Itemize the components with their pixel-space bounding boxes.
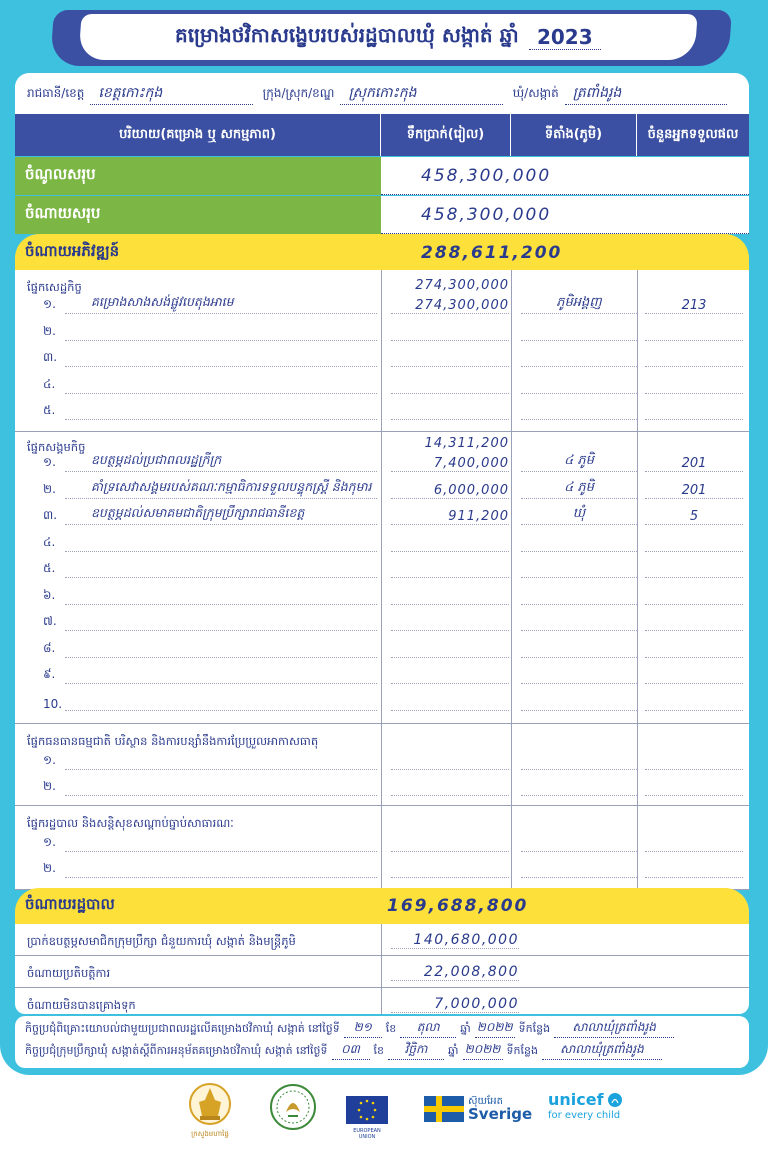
- expense-total-label: ចំណាយសរុប: [15, 196, 381, 234]
- admin-expense-row: [15, 956, 749, 988]
- row-number: ១.: [43, 753, 56, 767]
- row-location: [521, 769, 637, 770]
- row-amount: [391, 551, 509, 552]
- row-amount: [391, 710, 509, 711]
- admin-total-row: [15, 888, 749, 924]
- environment-section: [15, 724, 749, 806]
- development-total-label: ចំណាយអភិវឌ្ឍន៍: [25, 242, 120, 260]
- row-amount: 911,200: [391, 509, 509, 525]
- expense-total-row: [15, 196, 749, 234]
- row-number: ២.: [43, 779, 56, 793]
- row-location: ៤ ភូមិ: [521, 452, 637, 472]
- row-beneficiaries: [645, 604, 743, 605]
- table-row: [15, 398, 749, 424]
- row-number: ៦.: [43, 587, 56, 602]
- row-amount: [391, 795, 509, 796]
- row-location: [521, 577, 637, 578]
- row-location: [521, 419, 637, 420]
- district-label: ក្រុង/ស្រុក/ខណ្ឌ: [262, 86, 335, 100]
- row-amount: [391, 393, 509, 394]
- row-location: [521, 340, 637, 341]
- row-description: ឧបត្ថម្ភដល់ប្រជាពលរដ្ឋក្រីក្រ: [65, 452, 377, 472]
- row-description: [65, 551, 377, 552]
- admin-expense-row: [15, 988, 749, 1014]
- meeting-day: ២១: [344, 1019, 382, 1038]
- row-description: [65, 340, 377, 341]
- row-beneficiaries: [645, 340, 743, 341]
- row-beneficiaries: [645, 877, 743, 878]
- row-amount: [391, 683, 509, 684]
- sweden-flag-icon: [424, 1096, 464, 1122]
- row-description: [65, 577, 377, 578]
- row-beneficiaries: [645, 393, 743, 394]
- meeting-year-label: ឆ្នាំ: [448, 1044, 459, 1057]
- province-value: ខេត្តកោះកុង: [90, 83, 252, 105]
- row-number: 10.: [43, 696, 63, 711]
- row-location: [521, 795, 637, 796]
- row-number: ៨.: [43, 640, 56, 655]
- row-amount: 6,000,000: [391, 483, 509, 499]
- meeting-text: កិច្ចប្រជុំក្រុមប្រឹក្សាឃុំ សង្កាត់ស្តីពីការអនុម័តគម្រោងថវិកាឃុំ សង្កាត់ នៅថ្ងៃទី: [25, 1044, 328, 1057]
- row-location: [521, 551, 637, 552]
- row-amount: [391, 340, 509, 341]
- row-beneficiaries: [645, 577, 743, 578]
- row-number: ១.: [43, 297, 56, 311]
- row-number: ១.: [43, 455, 56, 469]
- row-number: ៧.: [43, 614, 57, 628]
- table-row: [15, 503, 749, 529]
- table-header: [15, 114, 749, 156]
- row-amount: [391, 630, 509, 631]
- row-location: [521, 604, 637, 605]
- ncdd-emblem-icon: [268, 1082, 318, 1132]
- table-row: [15, 689, 749, 715]
- province-label: រាជធានី/ខេត្ត: [27, 86, 85, 100]
- row-number: ៤.: [43, 376, 56, 391]
- meeting-month-label: ខែ: [373, 1044, 385, 1057]
- row-description: [65, 877, 377, 878]
- row-beneficiaries: 201: [645, 456, 743, 472]
- row-location: [521, 393, 637, 394]
- row-beneficiaries: 201: [645, 483, 743, 499]
- ministry-emblem-icon: [185, 1082, 235, 1126]
- admin-expense-label: ប្រាក់ឧបត្ថម្ភសមាជិកក្រុមប្រឹក្សា ជំនួយការឃុំ សង្កាត់ និងមន្ត្រីភូមិ: [27, 934, 296, 948]
- header-description: បរិយាយ(គម្រោង ឬ សកម្មភាព): [15, 114, 381, 156]
- economic-section: [15, 270, 749, 432]
- meeting-year: ២០២២: [463, 1041, 503, 1060]
- admin-expense-value: 140,680,000: [391, 932, 519, 949]
- expense-total-value: 458,300,000: [381, 196, 749, 234]
- row-beneficiaries: [645, 551, 743, 552]
- social-section: [15, 432, 749, 724]
- row-beneficiaries: [645, 795, 743, 796]
- meeting-row: [25, 1018, 745, 1038]
- table-row: [15, 748, 749, 774]
- unicef-logo: [548, 1092, 623, 1121]
- row-amount: [391, 419, 509, 420]
- table-row: [15, 345, 749, 371]
- row-number: ១.: [43, 835, 56, 849]
- meeting-place: សាលាឃុំត្រពាំងរូង: [554, 1019, 674, 1038]
- economic-total: 274,300,000: [415, 278, 509, 293]
- row-amount: [391, 366, 509, 367]
- row-description: [65, 851, 377, 852]
- meeting-month: វិច្ឆិកា: [388, 1041, 444, 1060]
- meeting-month: តុលា: [400, 1019, 456, 1038]
- admin-expense-label: ចំណាយមិនបានគ្រោងទុក: [27, 998, 136, 1012]
- social-title: ផ្នែកសង្គមកិច្ច: [27, 440, 86, 454]
- table-row: [15, 530, 749, 556]
- admin-expense-value: 7,000,000: [391, 996, 519, 1013]
- development-total-value: 288,611,200: [421, 243, 563, 263]
- row-beneficiaries: 213: [645, 298, 743, 314]
- social-total: 14,311,200: [424, 436, 509, 451]
- row-beneficiaries: [645, 366, 743, 367]
- meeting-row: [25, 1040, 745, 1060]
- row-location: [521, 877, 637, 878]
- row-description: [65, 710, 377, 711]
- table-row: [15, 556, 749, 582]
- admin-total-value: 169,688,800: [387, 896, 529, 916]
- row-beneficiaries: [645, 710, 743, 711]
- income-total-label: ចំណូលសរុប: [15, 157, 381, 195]
- row-location: [521, 851, 637, 852]
- row-amount: 274,300,000: [391, 298, 509, 314]
- eu-flag-icon: [346, 1096, 388, 1124]
- row-beneficiaries: [645, 683, 743, 684]
- sweden-khmer-text: ស៊ុយអែត: [468, 1095, 503, 1107]
- meeting-year-label: ឆ្នាំ: [460, 1022, 471, 1035]
- header-amount: ទឹកប្រាក់(រៀល): [381, 114, 511, 156]
- partner-logos: [0, 1082, 768, 1144]
- row-amount: [391, 769, 509, 770]
- row-amount: 7,400,000: [391, 456, 509, 472]
- table-row: [15, 636, 749, 662]
- row-description: [65, 795, 377, 796]
- row-number: ៥.: [43, 561, 56, 575]
- row-description: គាំទ្រសេវាសង្គមរបស់គណៈកម្មាធិការទទួលបន្ទុកស្ត្រី និងកុមារ: [65, 479, 377, 499]
- commune-value: ត្រពាំងរូង: [565, 83, 727, 105]
- row-number: ៣.: [43, 350, 58, 364]
- title-box: [78, 14, 697, 60]
- row-beneficiaries: 5: [645, 509, 743, 525]
- commune-label: ឃុំ/សង្កាត់: [512, 86, 559, 100]
- row-description: គម្រោងសាងសង់ផ្លូវបេតុងអាមេ: [65, 294, 377, 314]
- row-number: ២.: [43, 481, 56, 496]
- unicef-text: unicef: [548, 1090, 604, 1109]
- admin-expense-value: 22,008,800: [391, 964, 519, 981]
- table-row: [15, 662, 749, 688]
- row-description: [65, 657, 377, 658]
- ministry-logo: [185, 1082, 235, 1140]
- administration-title: ផ្នែករដ្ឋបាល និងសន្តិសុខសណ្តាប់ធ្នាប់សាធារណៈ: [27, 816, 234, 830]
- income-total-row: [15, 157, 749, 195]
- administration-section: [15, 806, 749, 890]
- economic-title: ផ្នែកសេដ្ឋកិច្ច: [27, 280, 82, 294]
- meeting-place-label: ទីកន្លែង: [518, 1022, 551, 1035]
- row-location: ឃុំ: [521, 505, 637, 525]
- row-number: ២.: [43, 861, 56, 875]
- row-beneficiaries: [645, 769, 743, 770]
- row-number: ៤.: [43, 534, 56, 549]
- eu-caption: EUROPEAN UNION: [353, 1128, 381, 1140]
- sweden-text: Sverige: [468, 1104, 533, 1123]
- location-row: [15, 73, 749, 115]
- meeting-place-label: ទីកន្លែង: [506, 1044, 538, 1057]
- meeting-text: កិច្ចប្រជុំពិគ្រោះយោបល់ជាមួយប្រជាពលរដ្ឋលើគម្រោងថវិកាឃុំ សង្កាត់ នៅថ្ងៃទី: [25, 1022, 340, 1035]
- row-amount: [391, 577, 509, 578]
- row-number: ៣.: [43, 508, 58, 522]
- meeting-day: ០៣: [332, 1041, 370, 1060]
- row-location: ភូមិអង្គញ: [521, 294, 637, 314]
- table-row: [15, 830, 749, 856]
- row-location: [521, 710, 637, 711]
- table-row: [15, 583, 749, 609]
- header-beneficiaries: ចំនួនអ្នកទទួលផល: [647, 126, 739, 142]
- sweden-logo: [424, 1096, 532, 1122]
- table-row: [15, 450, 749, 476]
- row-description: [65, 419, 377, 420]
- admin-expense-label: ចំណាយប្រតិបត្តិការ: [27, 966, 111, 980]
- row-number: ២.: [43, 323, 56, 338]
- environment-title: ផ្នែកធនធានធម្មជាតិ បរិស្ថាន និងការបន្សាំនឹងការប្រែប្រួលអាកាសធាតុ: [27, 734, 319, 748]
- row-description: [65, 769, 377, 770]
- income-total-value: 458,300,000: [381, 157, 749, 195]
- row-amount: [391, 604, 509, 605]
- row-amount: [391, 877, 509, 878]
- row-location: [521, 657, 637, 658]
- unicef-globe-icon: [607, 1092, 623, 1108]
- page-title: គម្រោងថវិកាសង្ខេបរបស់រដ្ឋបាលឃុំ សង្កាត់ ឆ្នាំ: [175, 23, 519, 47]
- district-value: ស្រុកកោះកុង: [340, 83, 502, 105]
- table-row: [15, 372, 749, 398]
- ministry-caption: ក្រសួងមហាផ្ទៃ: [191, 1130, 229, 1138]
- table-row: [15, 856, 749, 882]
- row-number: ៥.: [43, 403, 56, 417]
- budget-year: 2023: [529, 25, 601, 50]
- eu-logo: [346, 1096, 388, 1140]
- row-description: [65, 683, 377, 684]
- row-description: [65, 366, 377, 367]
- ncdd-logo: [268, 1082, 318, 1136]
- admin-expense-row: [15, 924, 749, 956]
- row-amount: [391, 851, 509, 852]
- row-amount: [391, 657, 509, 658]
- table-row: [15, 292, 749, 318]
- row-beneficiaries: [645, 630, 743, 631]
- table-row: [15, 319, 749, 345]
- row-number: ៩.: [43, 667, 56, 681]
- row-description: [65, 604, 377, 605]
- table-row: [15, 477, 749, 503]
- meetings-panel: [15, 1016, 749, 1068]
- meeting-year: ២០២២: [475, 1019, 515, 1038]
- row-location: [521, 630, 637, 631]
- row-description: ឧបត្ថម្ភដល់សមាគមជាតិក្រុមប្រឹក្សារាជធានីខេត្ត: [65, 505, 377, 525]
- development-total-row: [15, 234, 749, 272]
- meeting-month-label: ខែ: [385, 1022, 397, 1035]
- row-location: [521, 366, 637, 367]
- table-row: [15, 609, 749, 635]
- header-location: ទីតាំង(ភូមិ): [511, 114, 637, 156]
- row-location: [521, 683, 637, 684]
- unicef-tagline: for every child: [548, 1110, 621, 1121]
- table-row: [15, 774, 749, 800]
- row-description: [65, 630, 377, 631]
- admin-total-label: ចំណាយរដ្ឋបាល: [25, 895, 115, 913]
- meeting-place: សាលាឃុំត្រពាំងរូង: [542, 1041, 662, 1060]
- row-location: ៤ ភូមិ: [521, 479, 637, 499]
- row-beneficiaries: [645, 657, 743, 658]
- row-beneficiaries: [645, 419, 743, 420]
- row-beneficiaries: [645, 851, 743, 852]
- row-description: [65, 393, 377, 394]
